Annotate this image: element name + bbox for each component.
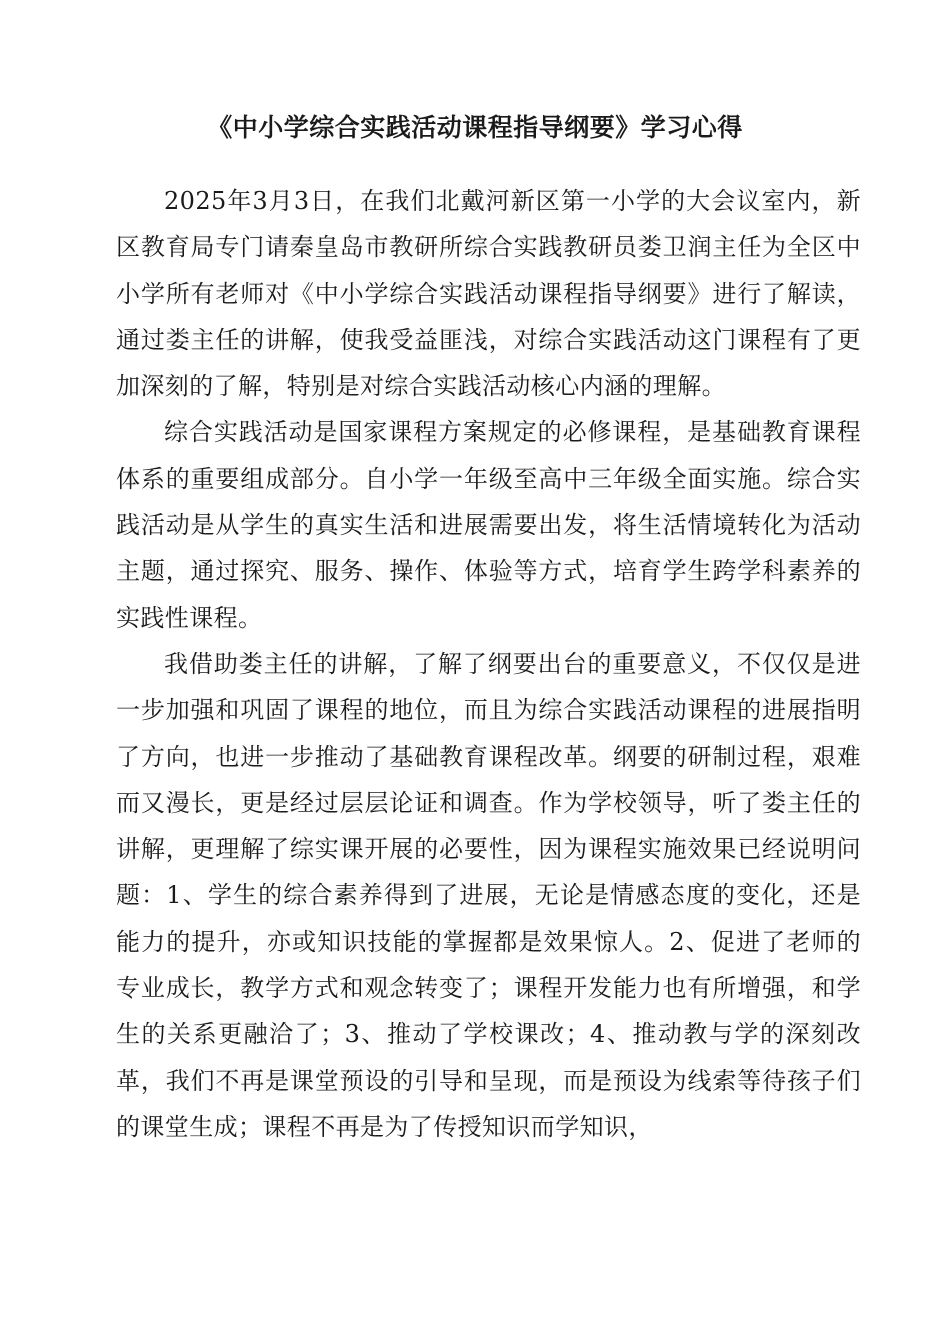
paragraph-course-definition: 综合实践活动是国家课程方案规定的必修课程，是基础教育课程体系的重要组成部分。自小学一年级至高中三年级全面实施。综合实践活动是从学生的真实生活和进展需要出发，将生活情境转化为活动主题，通过探究、服务、操作、体验等方式，培育学生跨学科素养的实践性课程。 [116,418,861,632]
paragraph-meeting-intro: 2025年3月3日，在我们北戴河新区第一小学的大会议室内，新区教育局专门请秦皇岛市教研所综合实践教研员娄卫润主任为全区中小学所有老师对《中小学综合实践活动课程指导纲要》进行了解读，通过娄主任的讲解，使我受益匪浅，对综合实践活动这门课程有了更加深刻的了解，特别是对综合实践活动核心内涵的理解。 [116,187,861,401]
paragraph-significance: 我借助娄主任的讲解，了解了纲要出台的重要意义，不仅仅是进一步加强和巩固了课程的地位，而且为综合实践活动课程的进展指明了方向，也进一步推动了基础教育课程改革。纲要的研制过程，艰难而又漫长，更是经过层层论证和调查。作为学校领导，听了娄主任的讲解，更理解了综实课开展的必要性，因为课程实施效果已经说明问题：1、学生的综合素养得到了进展，无论是情感态度的变化，还是能力的提升，亦或知识技能的掌握都是效果惊人。2、促进了老师的专业成长，教学方式和观念转变了；课程开发能力也有所增强，和学生的关系更融洽了；3、推动了学校课改；4、推动教与学的深刻改革，我们不再是课堂预设的引导和呈现，而是预设为线索等待孩子们的课堂生成；课程不再是为了传授知识而学知识， [116,649,861,1141]
document-title: 《中小学综合实践活动课程指导纲要》学习心得 [207,113,743,142]
document-body [116,178,861,1150]
